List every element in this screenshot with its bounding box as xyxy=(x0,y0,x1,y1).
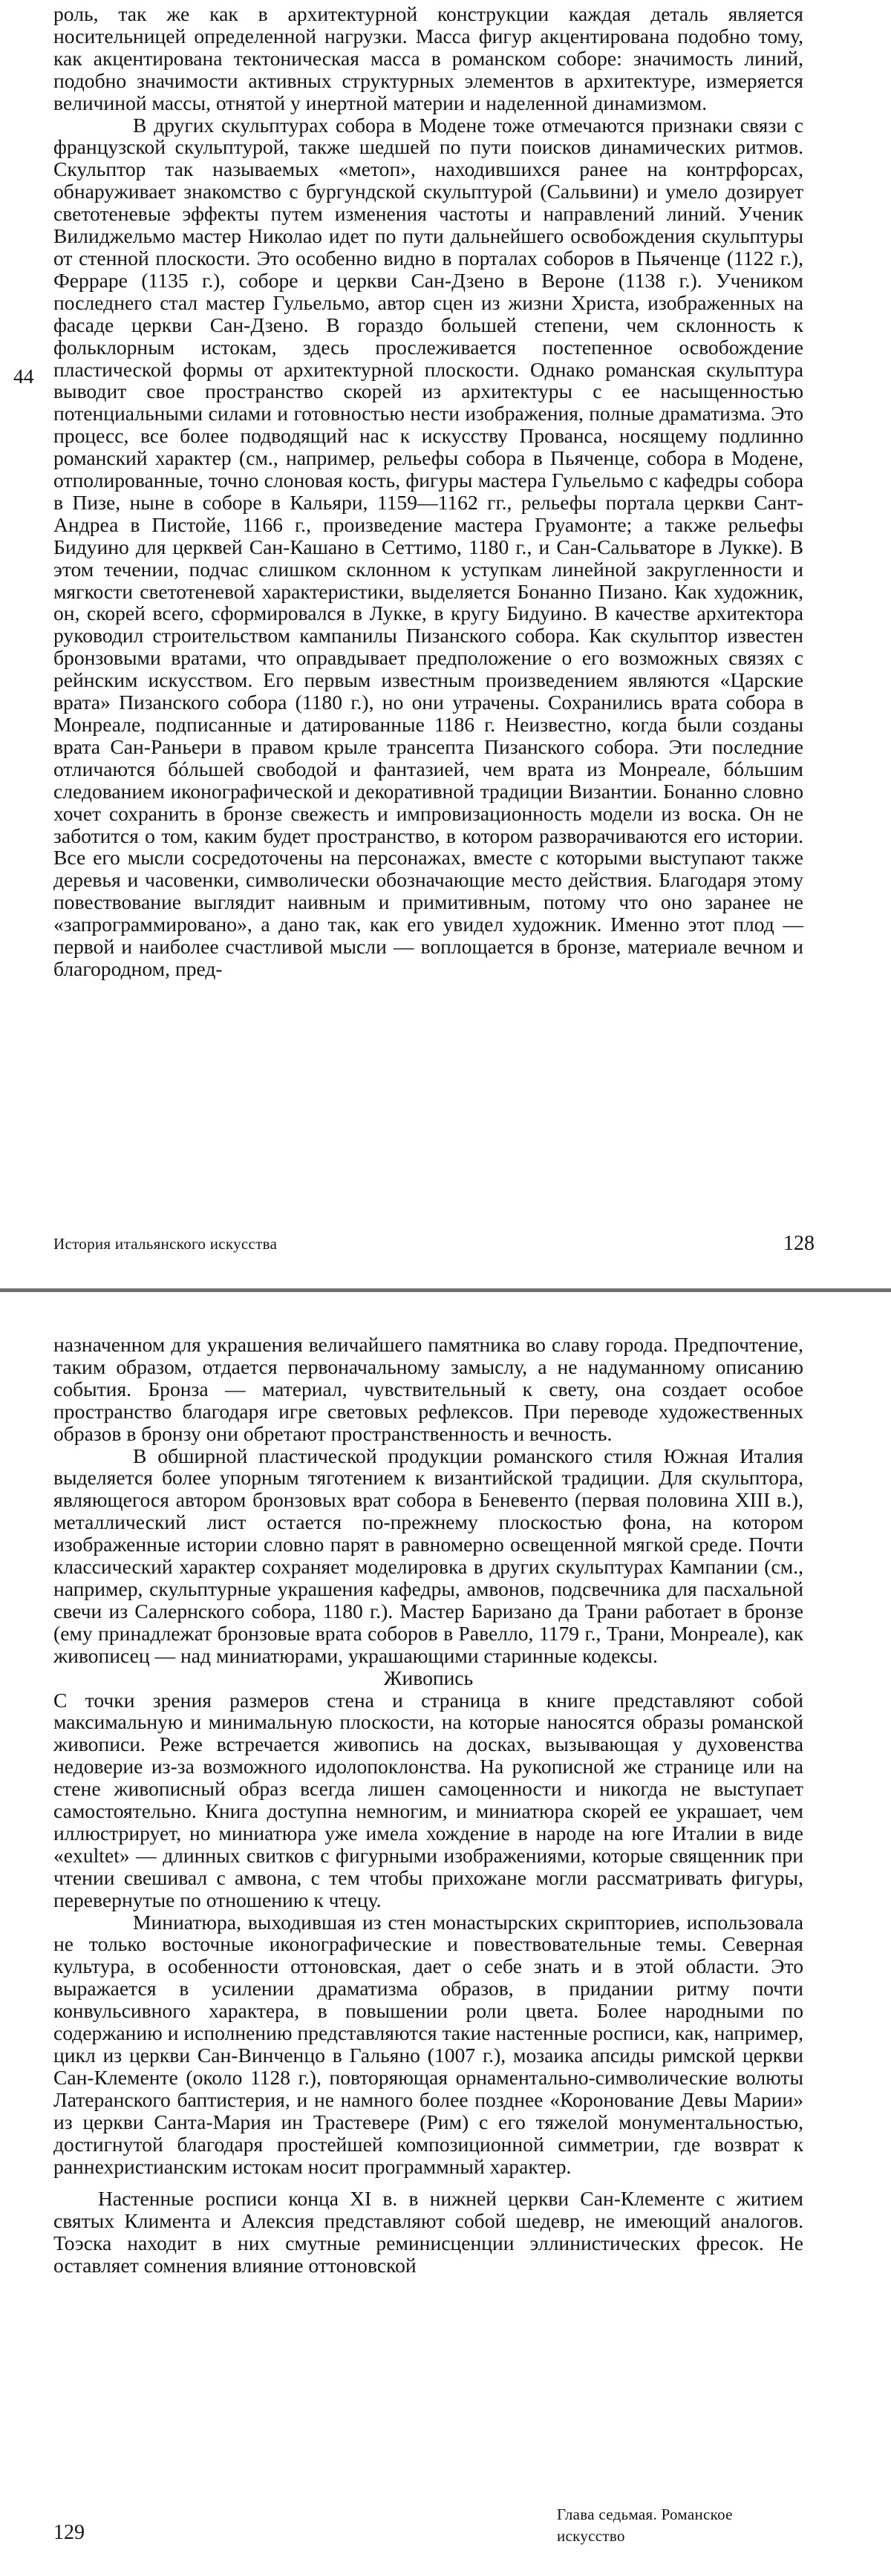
page-body-text xyxy=(53,1334,803,2277)
page-body-text xyxy=(53,3,803,980)
margin-note-number: 44 xyxy=(13,365,34,388)
running-head: Глава седьмая. Романское искусство xyxy=(557,2505,733,2545)
paragraph: С точки зрения размеров стена и страница в книге представляют собой максимальную и минимальную плоскости, на которые наносятся образы романской живописи. Реже встречается живопись на досках, вызывающая у духовенства недоверие из-за возможного идолопоклонства. На рукописной же странице или на стене живописный образ всегда лишен самоценности и никогда не выступает самостоятельно. Книга доступна немногим, и миниатюра скорей ее украшает, чем иллюстрирует, но миниатюра уже имела хождение в народе на юге Италии в виде «exultet» — длинных свитков с фигурными изображениями, которые священник при чтении свешивал с амвона, с тем чтобы прихожане могли рассматривать фигуры, перевернутые по отношению к чтецу. xyxy=(53,1688,803,1911)
paragraph: назначенном для украшения величайшего памятника во славу города. Предпочтение, таким образом, отдается первоначальному замыслу, а не надуманному описанию события. Бронза — материал, чувствительный к свету, она создает особое пространство благодаря игре световых рефлексов. При переводе художественных образов в бронзу они обретают пространственность и вечность. xyxy=(53,1333,803,1445)
running-head: История итальянского искусства xyxy=(53,1235,278,1253)
paragraph: В обширной пластической продукции романского стиля Южная Италия выделяется более упорным тяготением к византийской традиции. Для скульптора, являющегося автором бронзовых врат собора в Беневенто (первая половина XIII в.), металлический лист остается по-прежнему плоскостью фона, на котором изображенные истории словно парят в равномерно освещенной мягкой среде. Почти классический характер сохраняет моделировка в других скульптурах Кампании (см., например, скульптурные украшения кафедры, амвонов, подсвечника для пасхальной свечи из Салернского собора, 1180 г.). Мастер Баризано да Трани работает в бронзе (ему принадлежат бронзовые врата соборов в Равелло, 1179 г., Трани, Монреале), как живописец — над миниатюрами, украшающими старинные кодексы. xyxy=(53,1444,803,1667)
page-number: 129 xyxy=(53,2521,85,2544)
paragraph: В других скульптурах собора в Модене тоже отмечаются признаки связи с французской скульптурой, также шедшей по пути поисков динамических ритмов. Скульптор так называемых «метоп», находившихся ранее на контрфорсах, обнаруживает знакомство с бургундской скульптурой (Сальвини) и умело дозирует светотеневые эффекты путем изменения частоты и направлений линий. Ученик Вилиджельмо мастер Николао идет по пути дальнейшего освобождения скульптуры от стенной плоскости. Это особенно видно в порталах соборов в Пьяченце (1122 г.), Ферраре (1135 г.), соборе и церкви Сан-Дзено в Вероне (1138 г.). Учеником последнего стал мастер Гульельмо, автор сцен из жизни Христа, изображенных на фасаде церкви Сан-Дзено. В гораздо большей степени, чем склонность к фольклорным истокам, здесь прослеживается постепенное освобождение пластической формы от архитектурной плоскости. Однако романская скульптура выводит свое пространство скорей из архитектуры с ее насыщенностью потенциальными силами и готовностью нести изображения, полные драматизма. Это процесс, все более подводящий нас к искусству Прованса, носящему подлинно романский характер (см., например, рельефы собора в Пьяченце, собора в Модене, отполированные, точно слоновая кость, фигуры мастера Гульельмо с кафедры собора в Пизе, ныне в соборе в Кальяри, 1159—1162 гг., рельефы портала церкви Сант-Андреа в Пистойе, 1166 г., произведение мастера Груамонте; а также рельефы Бидуино для церквей Сан-Кашано в Сеттимо, 1180 г., и Сан-Сальваторе в Лукке). В этом течении, подчас слишком склонном к уступкам линейной закругленности и мягкости светотеневой характеристики, выделяется Бонанно Пизано. Как художник, он, скорей всего, сформировался в Лукке, в кругу Бидуино. В качестве архитектора руководил строительством кампанилы Пизанского собора. Как скульптор известен бронзовыми вратами, что оправдывает предположение о его возможных связях с рейнским искусством. Его первым известным произведением являются «Царские врата» Пизанского собора (1180 г.), но они утрачены. Сохранились врата собора в Монреале, подписанные и датированные 1186 г. Неизвестно, когда были созданы врата Сан-Раньери в правом крыле трансепта Пизанского собора. Эти последние отличаются бóльшей свободой и фантазией, чем врата из Монреале, бóльшим следованием иконографической и декоративной традиции Византии. Бонанно словно хочет сохранить в бронзе свежесть и импровизационность модели из воска. Он не заботится о том, каким будет пространство, в котором разворачиваются его истории. Все его мысли сосредоточены на персонажах, вместе с которыми выступают также деревья и часовенки, символически обозначающие место действия. Благодаря этому повествование выглядит наивным и примитивным, потому что оно заранее не «запрограммировано», а дано так, как его увидел художник. Именно этот плод — первой и наиболее счастливой мысли — воплощается в бронзе, материале вечном и благородном, пред- xyxy=(53,113,803,980)
paragraph: Настенные росписи конца XI в. в нижней церкви Сан-Клементе с житием святых Климента и Алексия представляют собой шедевр, не имеющий аналогов. Тоэска находит в них смутные реминисценции эллинистических фресок. Не оставляет сомнения влияние оттоновской xyxy=(53,2187,803,2277)
book-page-right xyxy=(0,1292,891,2576)
paragraph: Миниатюра, выходившая из стен монастырских скрипториев, использовала не только восточные иконографические и повествовательные темы. Северная культура, в особенности оттоновская, дает о себе знать и в этой области. Это выражается в усилении драматизма образов, в придании ритму почти конвульсивного характера, в повышении роли цвета. Более народными по содержанию и исполнению представляются такие настенные росписи, как, например, цикл из церкви Сан-Винченцо в Гальяно (1007 г.), мозаика апсиды римской церкви Сан-Клементе (около 1128 г.), повторяющая орнаментально-символические волюты Латеранского баптистерия, и не намного более позднее «Коронование Девы Марии» из церкви Санта-Мария ин Трастевере (Рим) с его тяжелой монументальностью, достигнутой благодаря простейшей композиционной симметрии, где возврат к раннехристианским истокам носит программный характер. xyxy=(53,1910,803,2178)
paragraph: роль, так же как в архитектурной конструкции каждая деталь является носительницей определенной нагрузки. Масса фигур акцентирована подобно тому, как акцентирована тектоническая масса в романском соборе: значимость линий, подобно значимости активных структурных элементов в архитектуре, измеряется величиной массы, отнятой у инертной материи и наделенной динамизмом. xyxy=(53,2,803,114)
page-number: 128 xyxy=(783,1232,815,1255)
section-heading: Живопись xyxy=(383,1666,474,1689)
